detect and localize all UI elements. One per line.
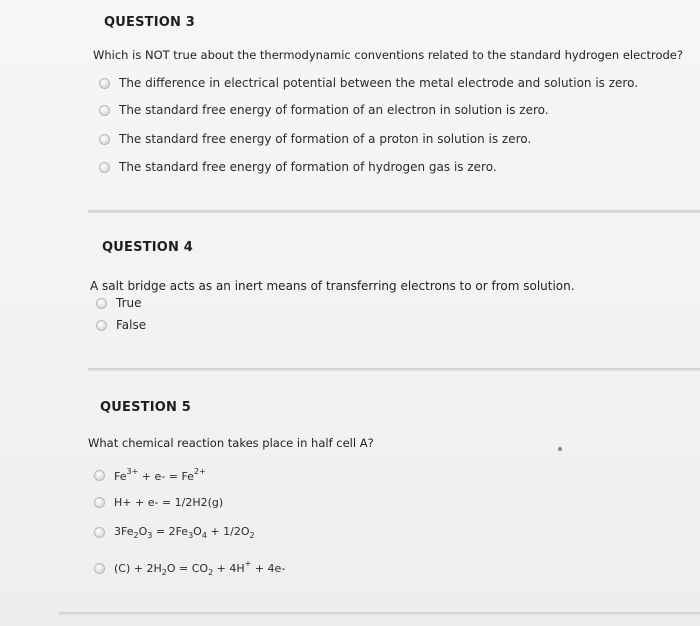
question-divider xyxy=(88,368,700,371)
question-divider xyxy=(58,612,700,615)
radio-button[interactable] xyxy=(96,298,107,309)
formula-text: O xyxy=(138,525,148,538)
option-formula xyxy=(114,559,285,577)
question-5-option-2[interactable] xyxy=(94,496,223,509)
radio-button[interactable] xyxy=(99,162,110,173)
option-formula xyxy=(114,525,255,540)
formula-sub: 3 xyxy=(188,531,194,540)
radio-button[interactable] xyxy=(99,78,110,89)
formula-sub: 2 xyxy=(161,568,167,577)
option-label: The standard free energy of formation of a proton in solution is zero. xyxy=(119,132,532,146)
formula-sup: 2+ xyxy=(193,467,206,476)
formula-text: + 1/2O xyxy=(206,525,250,538)
question-4-heading: QUESTION 4 xyxy=(102,240,194,255)
formula-sub: 3 xyxy=(147,531,153,540)
question-3-option-2[interactable] xyxy=(99,103,549,117)
cursor-dot-icon xyxy=(558,447,562,451)
question-5-option-1[interactable] xyxy=(94,467,206,483)
option-formula xyxy=(114,496,223,509)
formula-sup: 3+ xyxy=(126,467,139,476)
formula-text: + 4e- xyxy=(251,562,286,575)
question-5-heading: QUESTION 5 xyxy=(100,400,192,415)
question-3-option-1[interactable] xyxy=(99,76,638,90)
option-label: The standard free energy of formation of an electron in solution is zero. xyxy=(119,103,549,117)
option-label: True xyxy=(116,296,142,310)
question-3-option-4[interactable] xyxy=(99,160,497,174)
radio-button[interactable] xyxy=(94,497,105,508)
formula-sub: 2 xyxy=(249,531,255,540)
option-formula xyxy=(114,467,206,483)
formula-sub: 4 xyxy=(201,531,207,540)
formula-text: Fe xyxy=(114,470,127,483)
formula-text: + e- = Fe xyxy=(138,470,194,483)
radio-button[interactable] xyxy=(94,527,105,538)
question-divider xyxy=(88,210,700,213)
question-5-option-3[interactable] xyxy=(94,525,255,540)
formula-sub: 2 xyxy=(133,531,139,540)
question-4-text: A salt bridge acts as an inert means of transferring electrons to or from solution. xyxy=(90,279,575,293)
question-3-option-3[interactable] xyxy=(99,132,531,146)
formula-text: H+ + e- = 1/2H2(g) xyxy=(114,496,224,509)
option-label: The difference in electrical potential between the metal electrode and solution is zero. xyxy=(119,76,639,90)
radio-button[interactable] xyxy=(94,470,105,481)
question-3-text: Which is NOT true about the thermodynamic conventions related to the standard hydrogen electrode? xyxy=(93,48,683,62)
formula-text: + 4H xyxy=(213,562,245,575)
question-5-option-4[interactable] xyxy=(94,559,285,577)
question-3-heading: QUESTION 3 xyxy=(104,15,196,30)
formula-sup: + xyxy=(244,559,252,568)
question-4-option-false[interactable] xyxy=(96,318,146,332)
question-5-text: What chemical reaction takes place in half cell A? xyxy=(88,436,374,450)
option-label: The standard free energy of formation of hydrogen gas is zero. xyxy=(119,160,497,174)
option-label: False xyxy=(116,318,147,332)
formula-text: = 2Fe xyxy=(152,525,189,538)
radio-button[interactable] xyxy=(99,105,110,116)
radio-button[interactable] xyxy=(96,320,107,331)
formula-text: O = CO xyxy=(166,562,209,575)
radio-button[interactable] xyxy=(94,563,105,574)
radio-button[interactable] xyxy=(99,134,110,145)
formula-text: O xyxy=(193,525,202,538)
formula-sub: 2 xyxy=(208,568,214,577)
formula-text: (C) + 2H xyxy=(114,562,162,575)
question-4-option-true[interactable] xyxy=(96,296,142,310)
formula-text: 3Fe xyxy=(114,525,134,538)
